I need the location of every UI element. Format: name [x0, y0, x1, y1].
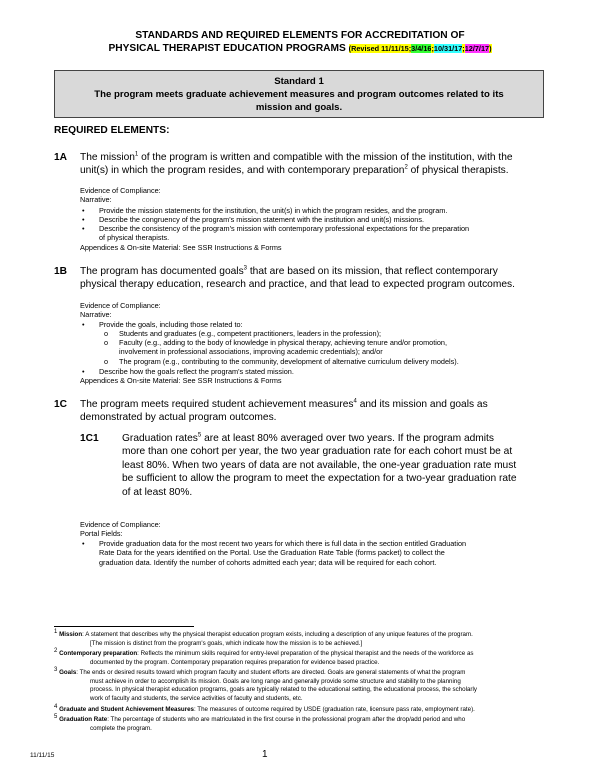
- bullet-icon: •: [82, 215, 85, 224]
- standard-title: Standard 1: [274, 76, 324, 87]
- element-1b-text: The program has documented goals$^3$ that are based on its mission, that reflect contemporary physical therapy education, research and practice, and that lead to expected program outcomes.: [80, 265, 515, 291]
- circle-bullet-icon: o: [104, 357, 109, 366]
- footnote-5: $^5$ Graduation Rate: The percentage of students who are matriculated in the first course in the professional program after the drop/add period and who complete the program.: [54, 713, 466, 732]
- footnote-divider: [54, 626, 194, 627]
- element-1a-appendix: Appendices & On-site Material: See SSR Instructions & Forms: [80, 243, 282, 252]
- footnote-1: $^1$ Mission: A statement that describes why the physical therapist education program exists, including a description of any unique features of the program. [The mission is distinct from the program's goals, which indicate how the mission is to be achieved.]: [54, 628, 473, 647]
- standard-1-box: [54, 70, 544, 118]
- element-1a-evidence: Evidence of Compliance: Narrative:: [80, 186, 161, 205]
- element-1a-text: The mission$^1$ of the program is written and compatible with the mission of the institution, with the unit(s) in which the program resides, and with contemporary preparation$^2$ of physical therapists.: [80, 151, 513, 177]
- footnote-3: $^3$ Goals: The ends or desired results toward which program faculty and student efforts are directed. Goals are general statements of what the program must achieve in order to accomplish its mission. Goals are long range and generally provide some structure and stability to the planning process. In physical therapist education programs, goals are typically related to the educational setting, the educational process, the scholarly work of faculty and students, the service activities of faculty and students, etc.: [54, 666, 477, 702]
- bullet-icon: •: [82, 206, 85, 215]
- document-title-line2: PHYSICAL THERAPIST EDUCATION PROGRAMS (Revised 11/11/15;3/4/16;10/31/17;12/7/17): [108, 43, 492, 54]
- element-1b-sub-3: The program (e.g., contributing to the community, development of alternative curriculum delivery models).: [119, 357, 459, 366]
- element-1b-number: 1B: [54, 266, 68, 277]
- bullet-icon: •: [82, 367, 85, 376]
- bullet-icon: •: [82, 539, 85, 548]
- element-1c-text: The program meets required student achievement measures$^4$ and its mission and goals as demonstrated by actual program outcomes.: [80, 398, 488, 424]
- element-1b-evidence: Evidence of Compliance: Narrative:: [80, 301, 161, 320]
- element-1a-number: 1A: [54, 152, 68, 163]
- footer-date: 11/11/15: [30, 752, 55, 759]
- footnote-2: $^2$ Contemporary preparation: Reflects the minimum skills required for entry-level preparation of the physical therapist and the needs of the workforce as documented by the program. Contemporary preparation requires preparation for evidence based practice.: [54, 647, 474, 666]
- element-1c1-bullet-1: Provide graduation data for the most recent two years for which there is full data in the section entitled Graduation Rate Data for the years identified on the Portal. Use the Graduation Rate Table (forms packet) to collect the graduation data. Identify the number of cohorts admitted each year; data will be required for each cohort.: [99, 539, 467, 567]
- element-1b-appendix: Appendices & On-site Material: See SSR Instructions & Forms: [80, 376, 282, 385]
- element-1c1-evidence: Evidence of Compliance: Portal Fields:: [80, 520, 161, 539]
- required-elements-heading: REQUIRED ELEMENTS:: [54, 125, 170, 136]
- standard-statement-line2: mission and goals.: [255, 102, 343, 113]
- circle-bullet-icon: o: [104, 329, 109, 338]
- bullet-icon: •: [82, 224, 85, 233]
- element-1c-number: 1C: [54, 399, 68, 410]
- element-1b-sub-1: Students and graduates (e.g., competent practitioners, leaders in the profession);: [119, 329, 382, 338]
- revision-note: (Revised 11/11/15;3/4/16;10/31/17;12/7/17): [348, 44, 492, 53]
- element-1b-bullet-2: Describe how the goals reflect the program's stated mission.: [99, 367, 294, 376]
- page-number: 1: [262, 749, 268, 760]
- element-1c1-number: 1C1: [80, 433, 99, 444]
- footnote-4: $^4$ Graduate and Student Achievement Measures: The measures of outcome required by USDE (graduation rate, licensure pass rate, employment rate).: [54, 703, 475, 713]
- element-1a-bullet-3: Describe the consistency of the program's mission with contemporary professional expectations for the preparation of physical therapists.: [99, 224, 470, 243]
- circle-bullet-icon: o: [104, 338, 109, 347]
- element-1b-sub-2: Faculty (e.g., adding to the body of knowledge in physical therapy, achieving tenure and/or promotion, involvement in professional associations, improving academic credentials); and/or: [119, 338, 448, 357]
- bullet-icon: •: [82, 320, 85, 329]
- standard-statement-line1: The program meets graduate achievement measures and program outcomes related to its: [94, 89, 504, 100]
- element-1a-bullet-2: Describe the congruency of the program's mission statement with the institution and unit(s) missions.: [99, 215, 425, 224]
- element-1b-bullet-1: Provide the goals, including those related to:: [99, 320, 243, 329]
- document-title-line1: STANDARDS AND REQUIRED ELEMENTS FOR ACCREDITATION OF: [135, 30, 465, 41]
- element-1a-bullet-1: Provide the mission statements for the institution, the unit(s) in which the program resides, and the program.: [99, 206, 448, 215]
- element-1c1-text: Graduation rates$^5$ are at least 80% averaged over two years. If the program admits more than one cohort per year, the two year graduation rate for each cohort must be at least 80%. When two years of data are not available, the one-year graduation rate must be sufficient to allow the program to meet the expectation for a two-year graduation rate of at least 80%.: [122, 432, 517, 498]
